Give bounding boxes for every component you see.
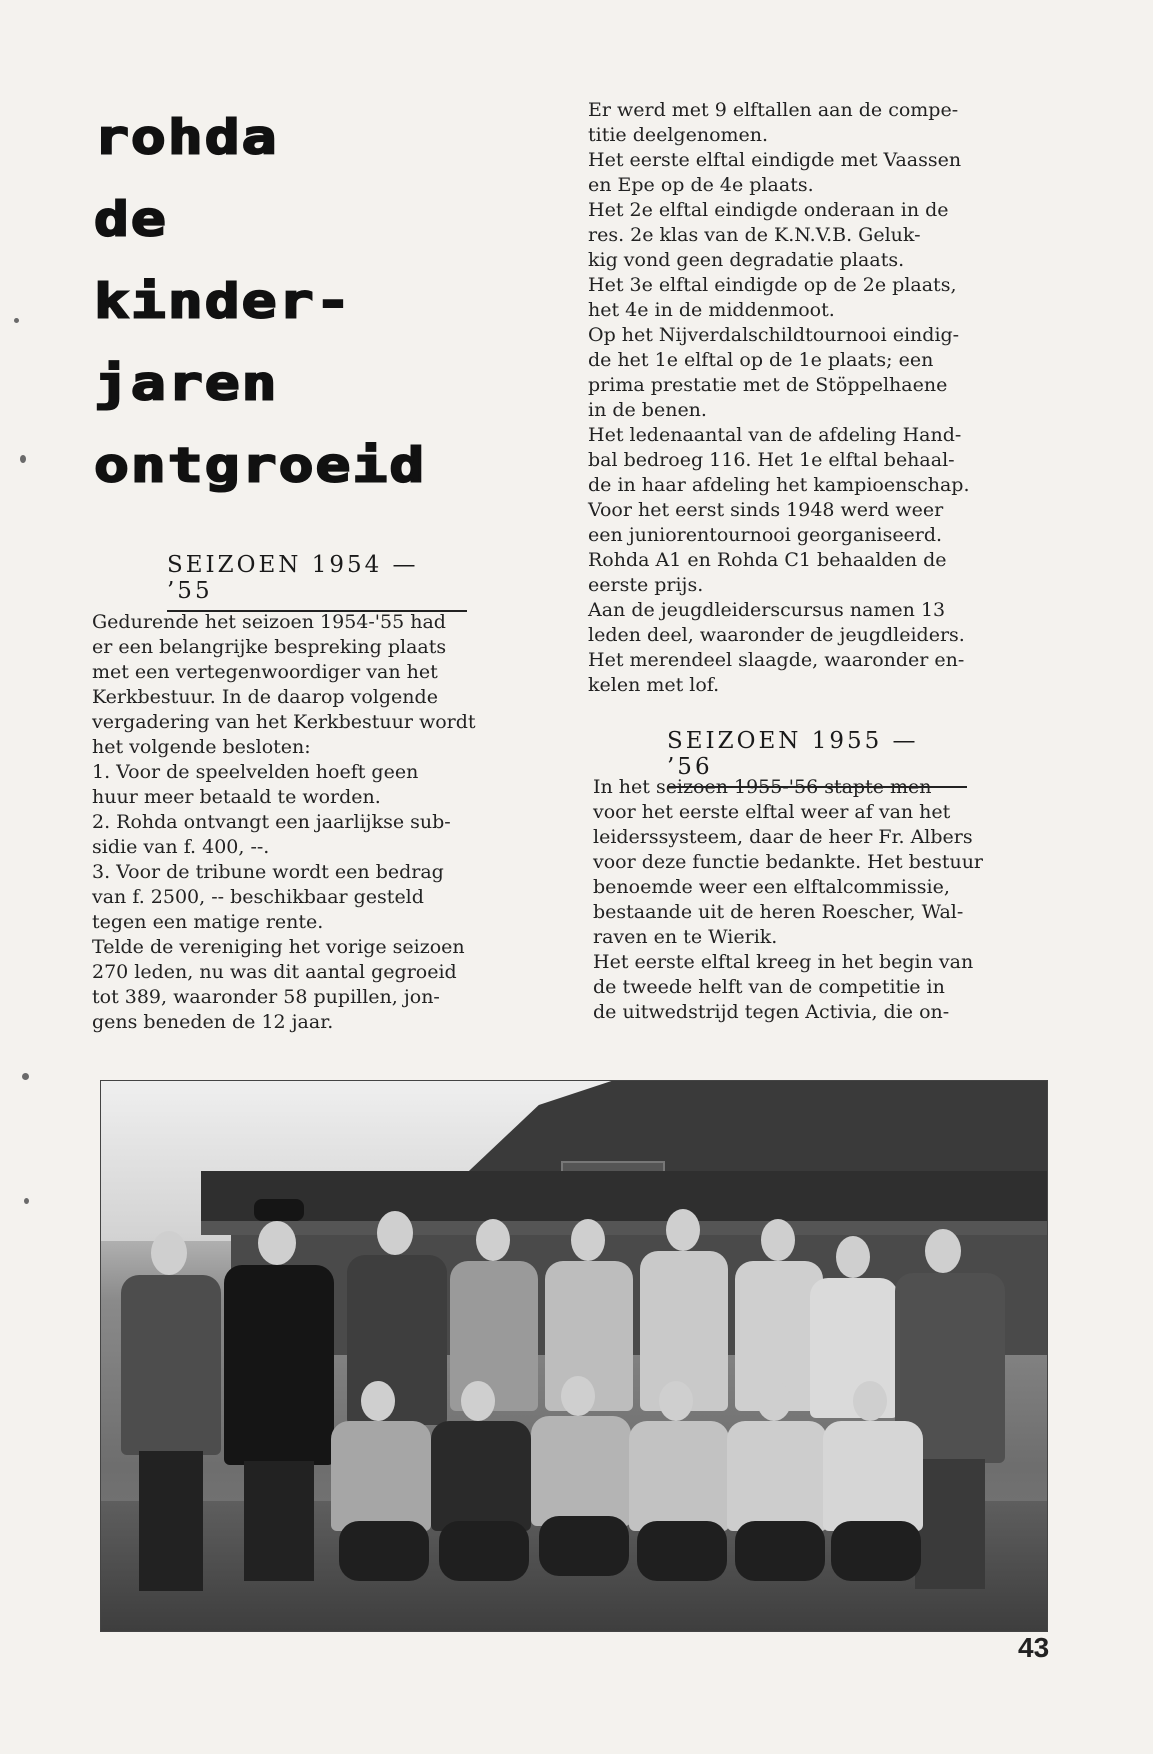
- title-line: de: [94, 191, 168, 247]
- text-line: prima prestatie met de Stöppelhaene: [588, 374, 948, 396]
- text-line: er een belangrijke bespreking plaats: [92, 636, 447, 658]
- text-line: de het 1e elftal op de 1e plaats; een: [588, 349, 934, 371]
- text-line: raven en te Wierik.: [593, 926, 778, 948]
- text-line: leden deel, waaronder de jeugdleiders.: [588, 624, 965, 646]
- text-line: Aan de jeugdleiderscursus namen 13: [588, 599, 946, 621]
- team-photo: [100, 1080, 1048, 1632]
- text-line: Gedurende het seizoen 1954-'55 had: [92, 611, 446, 633]
- text-line: huur meer betaald te worden.: [92, 786, 381, 808]
- text-line: Kerkbestuur. In de daarop volgende: [92, 686, 438, 708]
- text-line: gens beneden de 12 jaar.: [92, 1011, 334, 1033]
- title-line: ontgroeid: [94, 437, 427, 493]
- season-1954-text: [92, 610, 476, 1035]
- text-line: In het seizoen 1955-'56 stapte men: [593, 776, 932, 798]
- text-line: met een vertegenwoordiger van het: [92, 661, 438, 683]
- text-line: Het eerste elftal eindigde met Vaassen: [588, 149, 962, 171]
- text-line: Het ledenaantal van de afdeling Hand-: [588, 424, 962, 446]
- text-line: het volgende besloten:: [92, 736, 311, 758]
- text-line: een juniorentournooi georganiseerd.: [588, 524, 943, 546]
- text-line: Het merendeel slaagde, waaronder en-: [588, 649, 965, 671]
- text-line: 1. Voor de speelvelden hoeft geen: [92, 761, 419, 783]
- text-line: Er werd met 9 elftallen aan de compe-: [588, 99, 959, 121]
- text-line: Het eerste elftal kreeg in het begin van: [593, 951, 974, 973]
- title-line: jaren: [94, 355, 279, 411]
- text-line: titie deelgenomen.: [588, 124, 769, 146]
- text-line: de uitwedstrijd tegen Activia, die on-: [593, 1001, 950, 1023]
- text-line: 2. Rohda ontvangt een jaarlijkse sub-: [92, 811, 451, 833]
- season-1955-text: [593, 775, 983, 1025]
- photo-eave: [201, 1221, 1047, 1235]
- scan-speck: [22, 1073, 29, 1080]
- text-line: leiderssysteem, daar de heer Fr. Albers: [593, 826, 973, 848]
- page-number: 43: [1018, 1632, 1050, 1663]
- scan-speck: [20, 455, 26, 463]
- text-line: tot 389, waaronder 58 pupillen, jon-: [92, 986, 440, 1008]
- text-line: Telde de vereniging het vorige seizoen: [92, 936, 465, 958]
- text-line: Het 2e elftal eindigde onderaan in de: [588, 199, 949, 221]
- title-line: kinder-: [94, 273, 353, 329]
- text-line: kig vond geen degradatie plaats.: [588, 249, 905, 271]
- text-line: voor deze functie bedankte. Het bestuur: [593, 851, 984, 873]
- text-line: Het 3e elftal eindigde op de 2e plaats,: [588, 274, 957, 296]
- text-line: 270 leden, nu was dit aantal gegroeid: [92, 961, 457, 983]
- text-line: Voor het eerst sinds 1948 werd weer: [588, 499, 944, 521]
- text-line: Op het Nijverdalschildtournooi eindig-: [588, 324, 960, 346]
- text-line: Rohda A1 en Rohda C1 behaalden de: [588, 549, 947, 571]
- season-1954-heading: SEIZOEN 1954 — ’55: [167, 552, 467, 612]
- text-line: eerste prijs.: [588, 574, 704, 596]
- text-line: vergadering van het Kerkbestuur wordt: [92, 711, 476, 733]
- text-line: bestaande uit de heren Roescher, Wal-: [593, 901, 964, 923]
- text-line: sidie van f. 400, --.: [92, 836, 270, 858]
- text-line: van f. 2500, -- beschikbaar gesteld: [92, 886, 424, 908]
- scan-speck: [14, 318, 19, 323]
- text-line: in de benen.: [588, 399, 707, 421]
- text-line: tegen een matige rente.: [92, 911, 324, 933]
- text-line: en Epe op de 4e plaats.: [588, 174, 814, 196]
- scan-speck: [24, 1198, 29, 1204]
- text-line: bal bedroeg 116. Het 1e elftal behaal-: [588, 449, 955, 471]
- text-line: 3. Voor de tribune wordt een bedrag: [92, 861, 444, 883]
- text-line: de tweede helft van de competitie in: [593, 976, 945, 998]
- text-line: voor het eerste elftal weer af van het: [593, 801, 951, 823]
- season-1955-heading: SEIZOEN 1955 — ’56: [667, 728, 967, 788]
- right-column-text: [588, 98, 970, 698]
- text-line: de in haar afdeling het kampioenschap.: [588, 474, 970, 496]
- text-line: res. 2e klas van de K.N.V.B. Geluk-: [588, 224, 921, 246]
- title-line: rohda: [94, 109, 279, 165]
- text-line: het 4e in de middenmoot.: [588, 299, 835, 321]
- text-line: kelen met lof.: [588, 674, 720, 696]
- text-line: benoemde weer een elftalcommissie,: [593, 876, 950, 898]
- article-title: [94, 96, 564, 506]
